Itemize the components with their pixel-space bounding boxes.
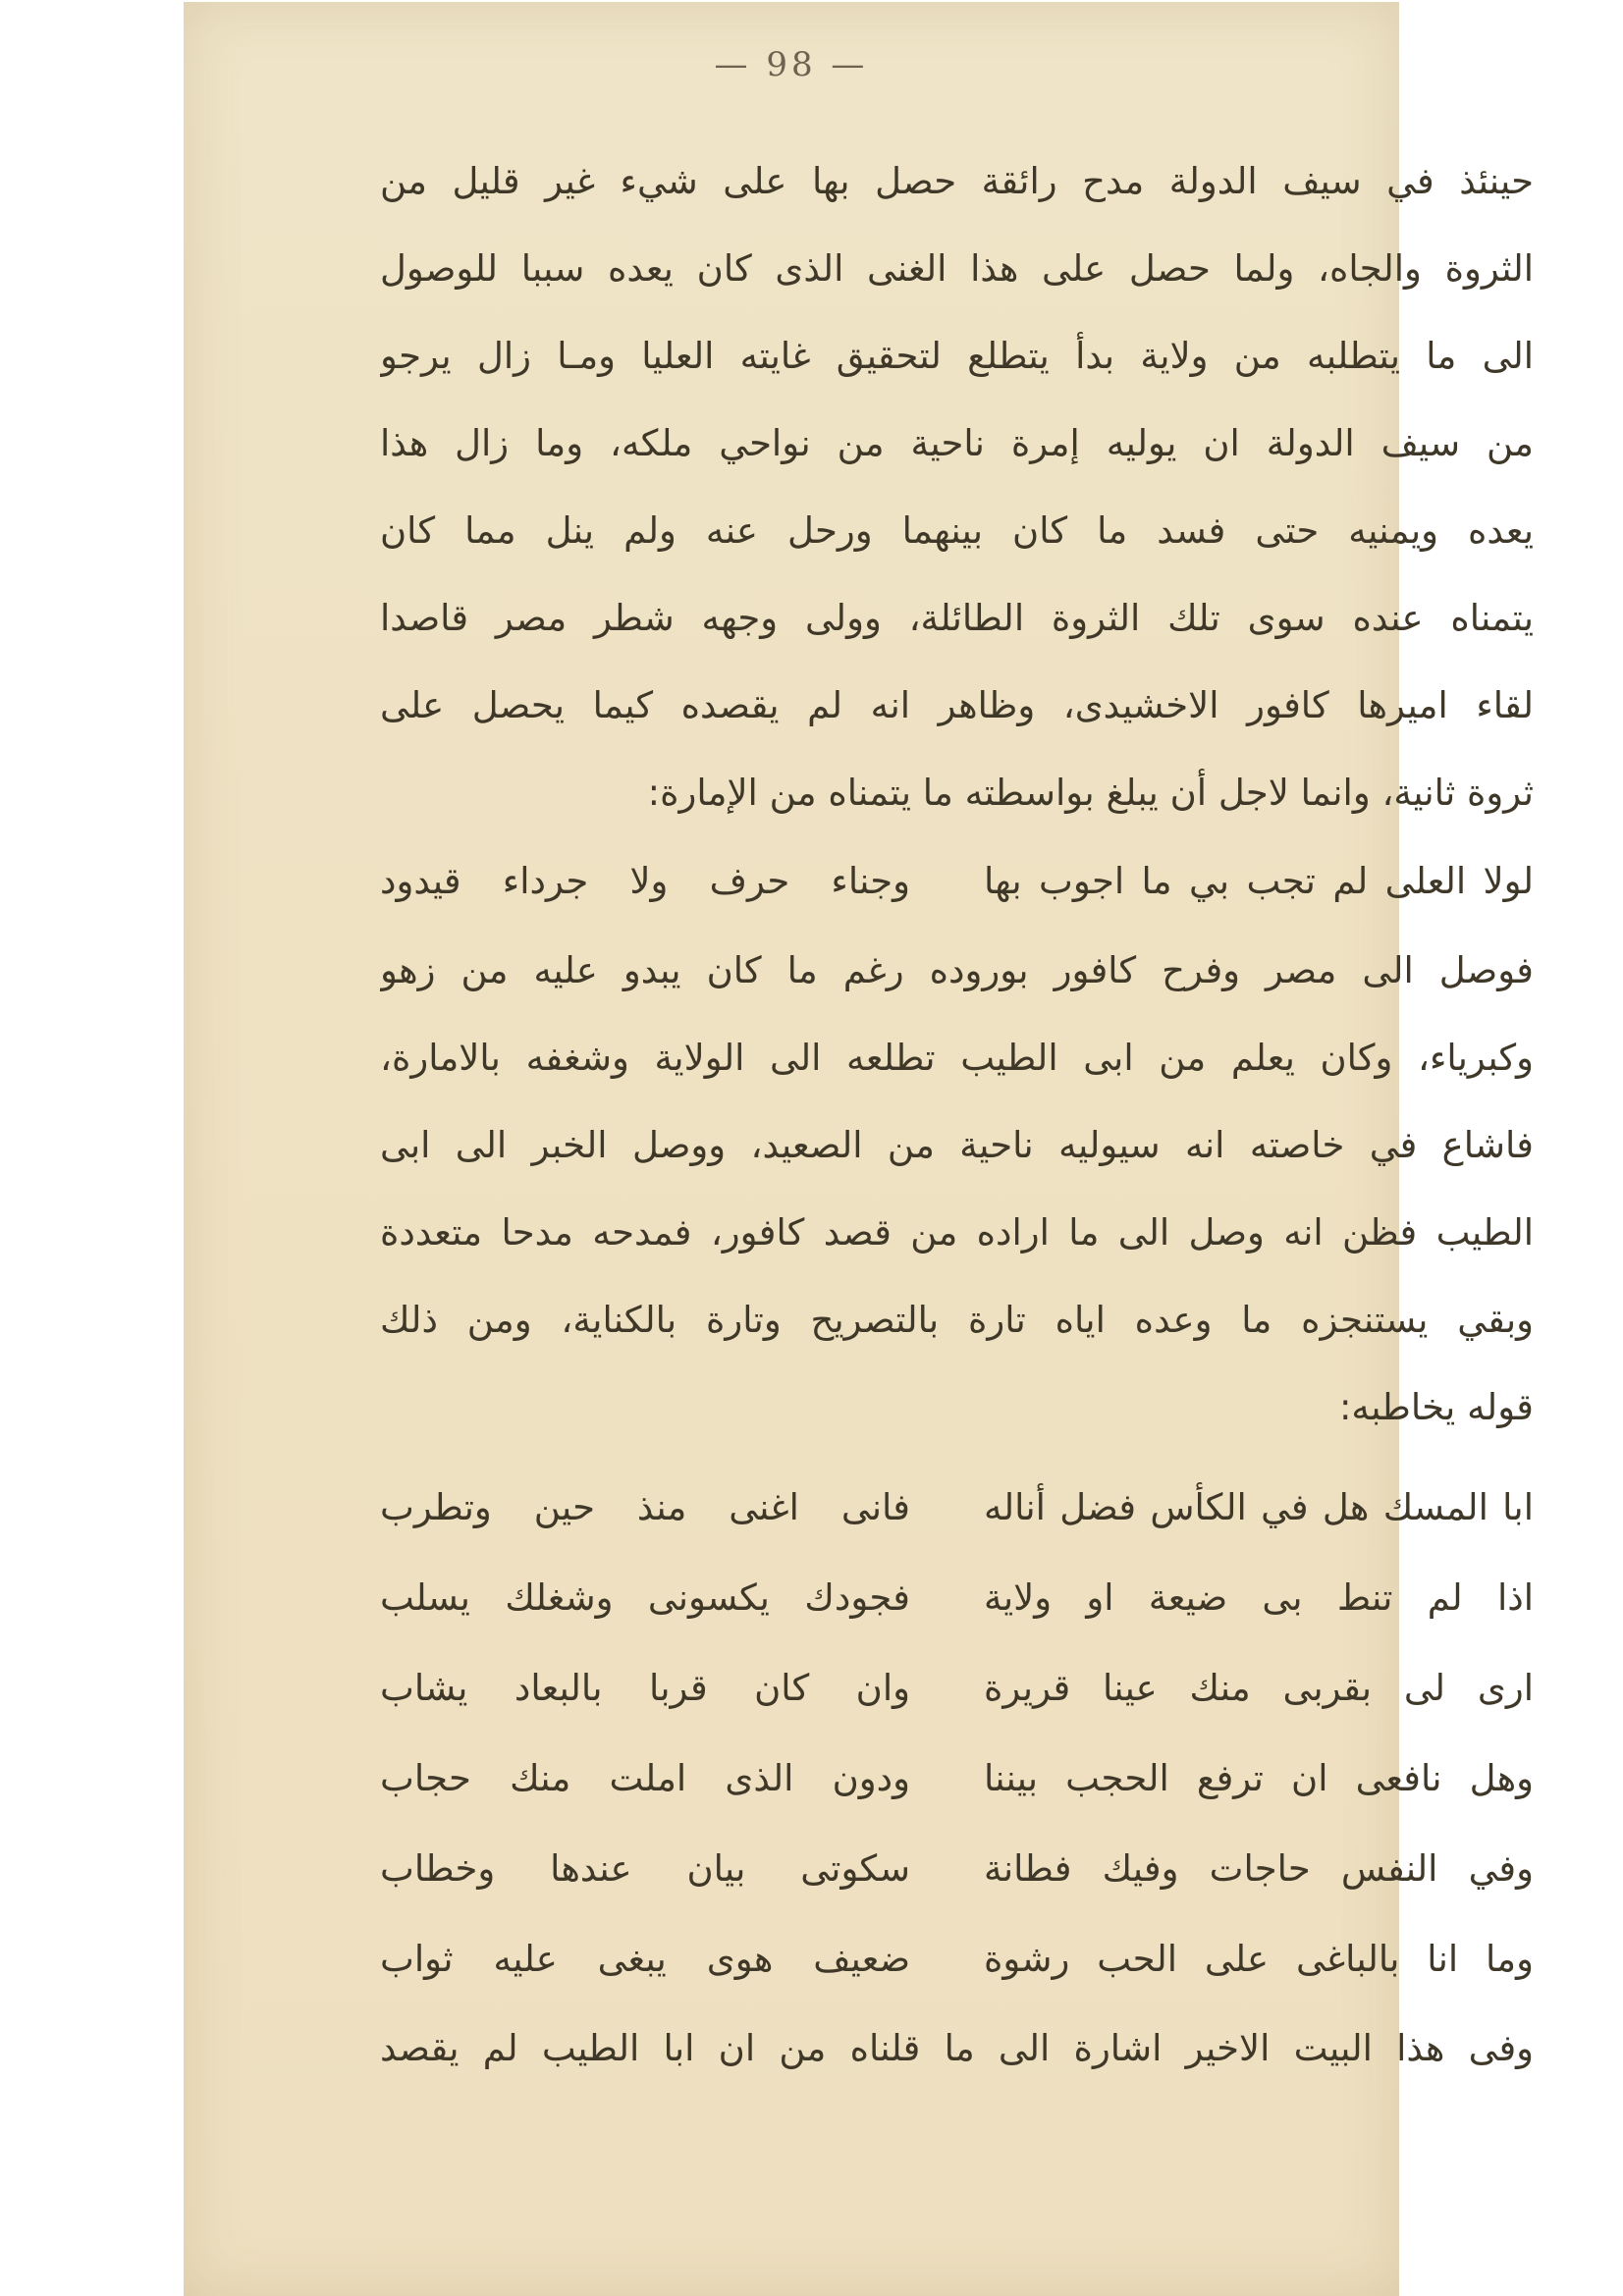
verse-first-hemistich: اذا لم تنط بى ضيعة او ولاية [984,1576,1534,1619]
verse-first-hemistich: وما انا بالباغى على الحب رشوة [984,1938,1534,1980]
text-line: قوله يخاطبه: [1338,1386,1534,1428]
verse-second-hemistich: ودون الذى املت منك حجاب [380,1757,910,1799]
poem-verse [380,1643,1534,1734]
verse-first-hemistich: لولا العلى لم تجب بي ما اجوب بها [984,860,1534,902]
prose-paragraph-1 [380,137,1534,836]
verse-first-hemistich: وفي النفس حاجات وفيك فطانة [984,1847,1534,1890]
text-line: وفى هذا البيت الاخير اشارة الى ما قلناه من ان ابا الطيب لم يقصد [380,2027,1534,2069]
verse-second-hemistich: فجودك يكسونى وشغلك يسلب [380,1576,910,1619]
verse-first-hemistich: وهل نافعى ان ترفع الحجب بيننا [984,1757,1534,1799]
poem-verse [380,1553,1534,1643]
verse-second-hemistich: ضعيف هوى يبغى عليه ثواب [380,1938,910,1980]
book-text [380,137,1534,2092]
verse-second-hemistich: فانى اغنى منذ حين وتطرب [380,1486,910,1528]
text-line: وكبرياء، وكان يعلم من ابى الطيب تطلعه الى الولاية وشغفه بالامارة، [380,1037,1534,1079]
text-line: الى ما يتطلبه من ولاية بدأ يتطلع لتحقيق غايته العليا ومـا زال يرجو [380,335,1534,377]
poem-verse [380,1824,1534,1914]
verse-first-hemistich: ارى لى بقربى منك عينا قريرة [984,1667,1534,1709]
poem-verse [380,1463,1534,1553]
poem-verse [380,1914,1534,2004]
verse-second-hemistich: وان كان قربا بالبعاد يشاب [380,1667,910,1709]
text-line: فاشاع في خاصته انه سيوليه ناحية من الصعيد، ووصل الخبر الى ابى [380,1124,1534,1166]
page-number: — 98 — [714,45,869,84]
text-line: يتمناه عنده سوى تلك الثروة الطائلة، وولى وجهه شطر مصر قاصدا [380,597,1534,639]
text-line: حينئذ في سيف الدولة مدح رائقة حصل بها على شيء غير قليل من [380,160,1534,202]
text-line: فوصل الى مصر وفرح كافور بوروده رغم ما كان يبدو عليه من زهو [380,949,1534,991]
text-line: لقاء اميرها كافور الاخشيدى، وظاهر انه لم يقصده كيما يحصل على [380,684,1534,726]
prose-paragraph-2 [380,927,1534,1451]
text-line: يعده ويمنيه حتى فسد ما كان بينهما ورحل عنه ولم ينل مما كان [380,509,1534,552]
poem-verse [380,1734,1534,1824]
prose-paragraph-3 [380,2004,1534,2092]
text-line: الطيب فظن انه وصل الى ما اراده من قصد كافور، فمدحه مدحا متعددة [380,1211,1534,1254]
verse-first-hemistich: ابا المسك هل في الكأس فضل أناله [984,1486,1534,1528]
text-line: ثروة ثانية، وانما لاجل أن يبلغ بواسطته ما يتمناه من الإمارة: [647,772,1534,814]
scanned-page [184,2,1534,2296]
verse-second-hemistich: وجناء حرف ولا جرداء قيدود [380,860,910,902]
poem-verse [380,836,1534,927]
verse-second-hemistich: سكوتى بيان عندها وخطاب [380,1847,910,1890]
text-line: من سيف الدولة ان يوليه إمرة ناحية من نواحي ملكه، وما زال هذا [380,422,1534,464]
text-line: الثروة والجاه، ولما حصل على هذا الغنى الذى كان يعده سببا للوصول [380,247,1534,290]
poem [380,1463,1534,2004]
text-line: وبقي يستنجزه ما وعده اياه تارة بالتصريح وتارة بالكناية، ومن ذلك [380,1299,1534,1341]
